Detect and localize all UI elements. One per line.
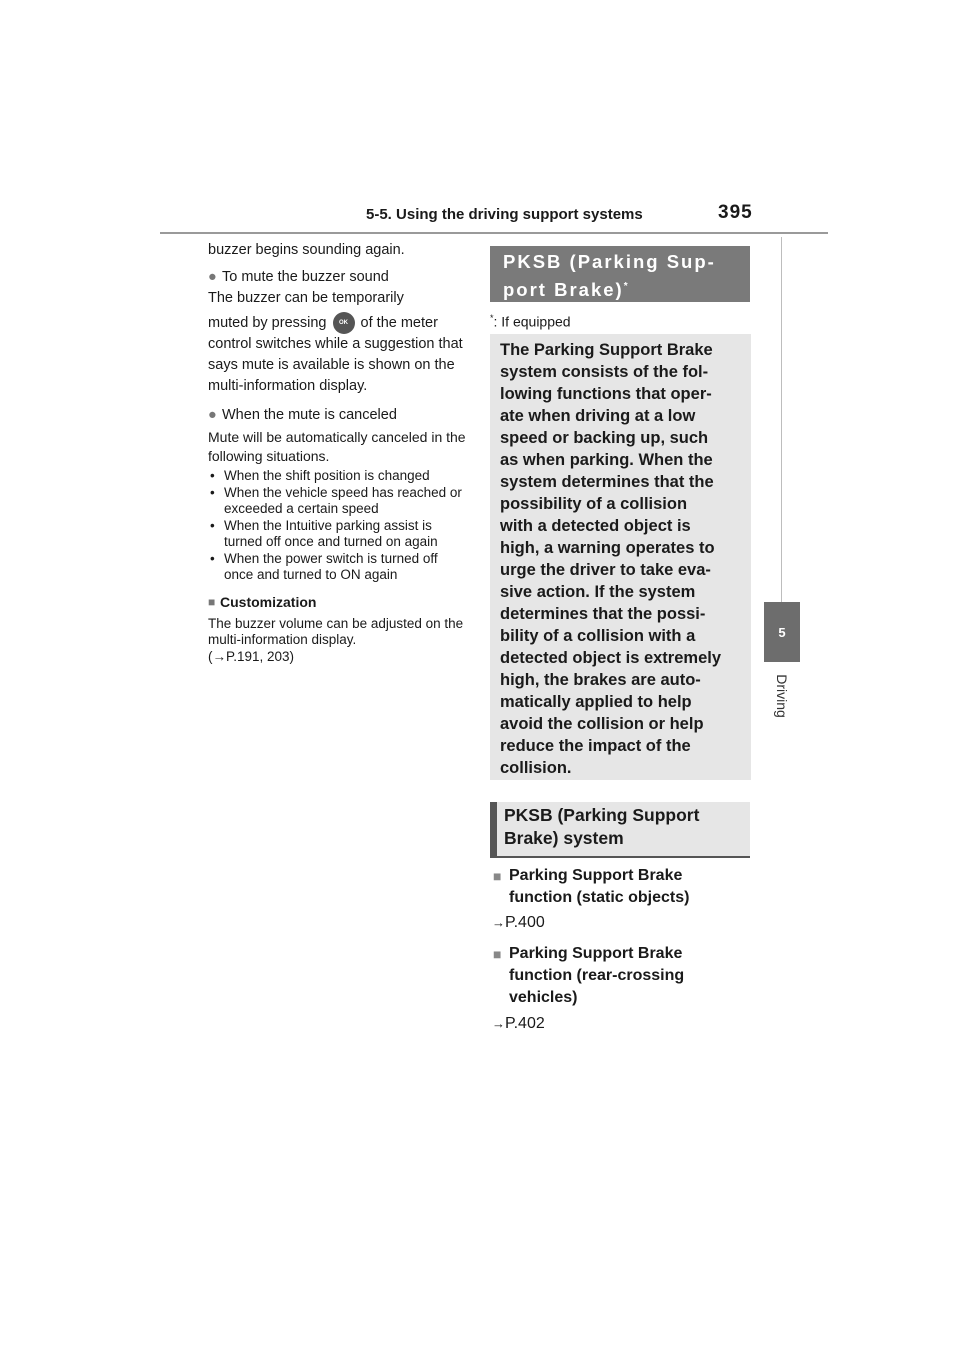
mute-text-2a: muted by pressing — [208, 314, 327, 331]
summary-line: lowing functions that oper- — [500, 385, 712, 403]
footnote-marker: * — [623, 281, 628, 292]
cancel-text: Mute will be automatically canceled in the following situations. — [208, 429, 466, 464]
subsection-heading-box — [490, 802, 750, 858]
square-icon: ■ — [493, 946, 502, 962]
arrow-icon: → — [492, 1016, 505, 1031]
summary-line: possibility of a collision — [500, 495, 688, 513]
summary-line: detected object is extremely — [500, 649, 722, 667]
summary-line: bility of a collision with a — [500, 627, 696, 645]
footnote — [490, 313, 571, 330]
left-column — [208, 240, 470, 665]
customization-text: The buzzer volume can be adjusted on the multi-information display. — [208, 615, 464, 647]
running-header-title: 5-5. Using the driving support systems — [366, 206, 643, 223]
subsection-line2: Brake) system — [504, 828, 624, 848]
header-rule — [160, 232, 828, 234]
chapter-label: Driving — [774, 674, 790, 718]
square-icon: ■ — [208, 594, 216, 609]
mute-text-2b: of the meter — [360, 314, 438, 331]
summary-line: determines that the possi- — [500, 605, 706, 623]
list-item: • When the Intuitive parking assist is turned off once and turned on again — [210, 517, 438, 549]
footnote-mark: * — [490, 313, 494, 323]
mute-text-2 — [208, 312, 470, 334]
mute-text-3: control switches while a suggestion that says mute is available is shown on the multi-information display. — [208, 336, 463, 394]
section-title-box — [490, 246, 750, 302]
customization-heading-text: Customization — [220, 593, 317, 610]
bullet-icon: ● — [208, 407, 217, 423]
list-item: • When the shift position is changed — [210, 468, 430, 483]
section-title-line1: PKSB (Parking Sup- — [503, 251, 716, 272]
cancel-heading — [208, 405, 470, 426]
side-divider — [781, 237, 782, 602]
static-objects-heading: ■ Parking Support Brake function (static objects) — [493, 865, 743, 909]
intro-text: buzzer begins sounding again. — [208, 242, 405, 258]
ok-button-icon: OK — [333, 312, 355, 334]
customization-ref[interactable]: (→P.191, 203) — [208, 648, 295, 664]
page-number: 395 — [718, 202, 753, 223]
list-item: • When the power switch is turned off once and turned to ON again — [210, 550, 438, 582]
summary-line: collision. — [500, 759, 572, 777]
subsection-line1: PKSB (Parking Support — [504, 805, 700, 825]
static-objects-ref[interactable]: →P.400 — [492, 914, 545, 931]
summary-line: high, a warning operates to — [500, 539, 715, 557]
bullet-icon: ● — [208, 269, 217, 285]
summary-line: urge the driver to take eva- — [500, 561, 711, 579]
cancel-heading-text: When the mute is canceled — [222, 407, 397, 423]
rear-crossing-heading: ■ Parking Support Brake function (rear-crossing vehicles) — [493, 943, 743, 1009]
mute-heading — [208, 267, 470, 288]
summary-line: ate when driving at a low — [500, 407, 696, 425]
summary-line: reduce the impact of the — [500, 737, 691, 755]
customization-heading — [208, 592, 470, 613]
square-icon: ■ — [493, 868, 502, 884]
summary-line: as when parking. When the — [500, 451, 713, 469]
summary-line: sive action. If the system — [500, 583, 696, 601]
section-title-line2: port Brake)* — [503, 279, 628, 301]
summary-line: matically applied to help — [500, 693, 692, 711]
arrow-icon: → — [492, 915, 505, 930]
summary-line: avoid the collision or help — [500, 715, 704, 733]
cancel-list — [208, 468, 470, 584]
summary-line: speed or backing up, such — [500, 429, 709, 447]
summary-line: The Parking Support Brake — [500, 341, 713, 359]
chapter-number: 5 — [778, 624, 786, 640]
summary-line: system determines that the — [500, 473, 714, 491]
footnote-text: : If equipped — [493, 313, 571, 330]
mute-text-1: The buzzer can be temporarily — [208, 290, 404, 306]
rear-crossing-ref[interactable]: →P.402 — [492, 1015, 545, 1032]
summary-box — [490, 334, 751, 780]
chapter-tab[interactable] — [764, 602, 800, 662]
summary-line: with a detected object is — [500, 517, 691, 535]
list-item: • When the vehicle speed has reached or exceeded a certain speed — [210, 484, 462, 516]
summary-line: system consists of the fol- — [500, 363, 709, 381]
mute-heading-text: To mute the buzzer sound — [222, 269, 389, 285]
summary-line: high, the brakes are auto- — [500, 671, 701, 689]
